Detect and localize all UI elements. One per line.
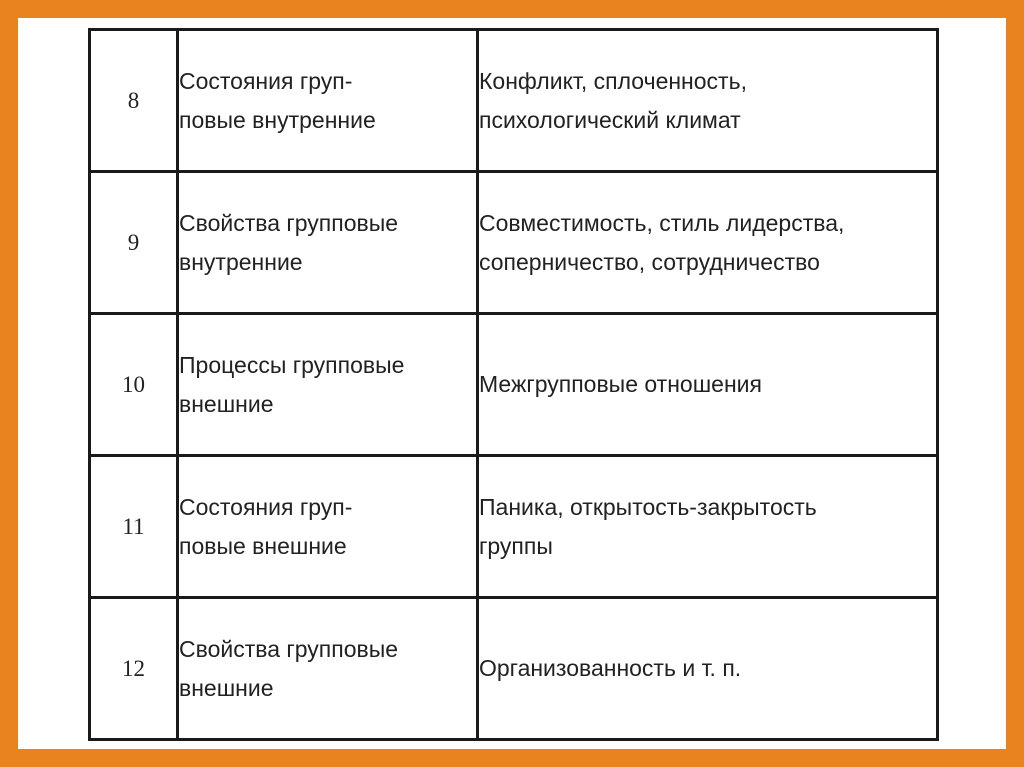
examples-line: Межгрупповые отношения bbox=[479, 371, 762, 397]
examples-line: Паника, открытость-закрытость bbox=[479, 493, 817, 520]
name-line: Состояния груп- bbox=[179, 67, 353, 94]
characteristic-name bbox=[178, 456, 478, 598]
data-table bbox=[88, 28, 939, 741]
name-line: внешние bbox=[179, 674, 274, 701]
row-number: 12 bbox=[90, 598, 178, 740]
characteristic-examples bbox=[478, 314, 938, 456]
characteristic-examples bbox=[478, 598, 938, 740]
table-row bbox=[90, 598, 938, 740]
table-row bbox=[90, 456, 938, 598]
examples-line: Конфликт, сплоченность, bbox=[479, 67, 747, 94]
name-line: повые внешние bbox=[179, 532, 347, 559]
table-row bbox=[90, 30, 938, 172]
examples-line: группы bbox=[479, 532, 553, 559]
characteristic-name bbox=[178, 314, 478, 456]
examples-line: Совместимость, стиль лидерства, bbox=[479, 209, 845, 236]
row-number: 9 bbox=[90, 172, 178, 314]
name-line: внутренние bbox=[179, 248, 303, 275]
name-line: Состояния груп- bbox=[179, 493, 353, 520]
name-line: Свойства групповые bbox=[179, 209, 399, 236]
characteristic-name bbox=[178, 30, 478, 172]
characteristic-examples bbox=[478, 456, 938, 598]
examples-line: соперничество, сотрудничество bbox=[479, 248, 820, 275]
name-line: повые внутренние bbox=[179, 106, 376, 133]
table-row bbox=[90, 314, 938, 456]
examples-line: Организованность и т. п. bbox=[479, 655, 742, 681]
characteristic-examples bbox=[478, 30, 938, 172]
name-line: Процессы групповые bbox=[179, 351, 405, 378]
characteristic-name bbox=[178, 172, 478, 314]
row-number: 10 bbox=[90, 314, 178, 456]
examples-line: психологический климат bbox=[479, 106, 741, 133]
characteristic-name bbox=[178, 598, 478, 740]
row-number: 11 bbox=[90, 456, 178, 598]
table-row bbox=[90, 172, 938, 314]
name-line: Свойства групповые bbox=[179, 635, 399, 662]
row-number: 8 bbox=[90, 30, 178, 172]
page-frame bbox=[18, 18, 1006, 749]
name-line: внешние bbox=[179, 390, 274, 417]
characteristic-examples bbox=[478, 172, 938, 314]
